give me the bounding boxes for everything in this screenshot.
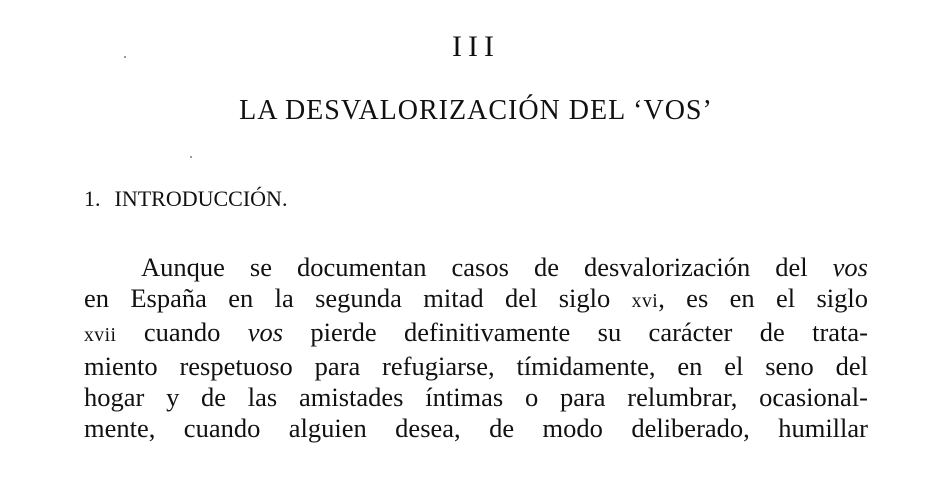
century-numeral: xvii	[84, 325, 117, 346]
text-run: Aunque se documentan casos de desvalorización del	[141, 252, 833, 282]
section-title: INTRODUCCIÓN.	[114, 186, 288, 211]
text-run: en España en la segunda mitad del siglo	[84, 283, 632, 313]
paragraph-line	[84, 252, 868, 283]
chapter-number: III	[452, 30, 500, 63]
paragraph-line: hogar y de las amistades íntimas o para relumbrar, ocasional-	[84, 382, 868, 412]
paragraph-line	[84, 283, 868, 317]
text-run: , es en el siglo	[658, 283, 869, 313]
section-number: 1.	[84, 186, 101, 211]
body-paragraph	[84, 252, 868, 444]
century-numeral: xvi	[631, 291, 659, 312]
text-run: cuando	[116, 317, 248, 347]
chapter-title: LA DESVALORIZACIÓN DEL ‘VOS’	[239, 95, 713, 126]
paragraph-line	[84, 317, 868, 351]
italic-term: vos	[832, 252, 868, 282]
text-run: pierde definitivamente su carácter de trata-	[283, 317, 868, 347]
italic-term: vos	[247, 317, 284, 347]
paragraph-line: miento respetuoso para refugiarse, tímidamente, en el seno del	[84, 351, 868, 381]
print-speck	[190, 156, 192, 158]
paragraph-line: mente, cuando alguien desea, de modo deliberado, humillar	[84, 413, 868, 443]
section-heading	[84, 186, 287, 212]
